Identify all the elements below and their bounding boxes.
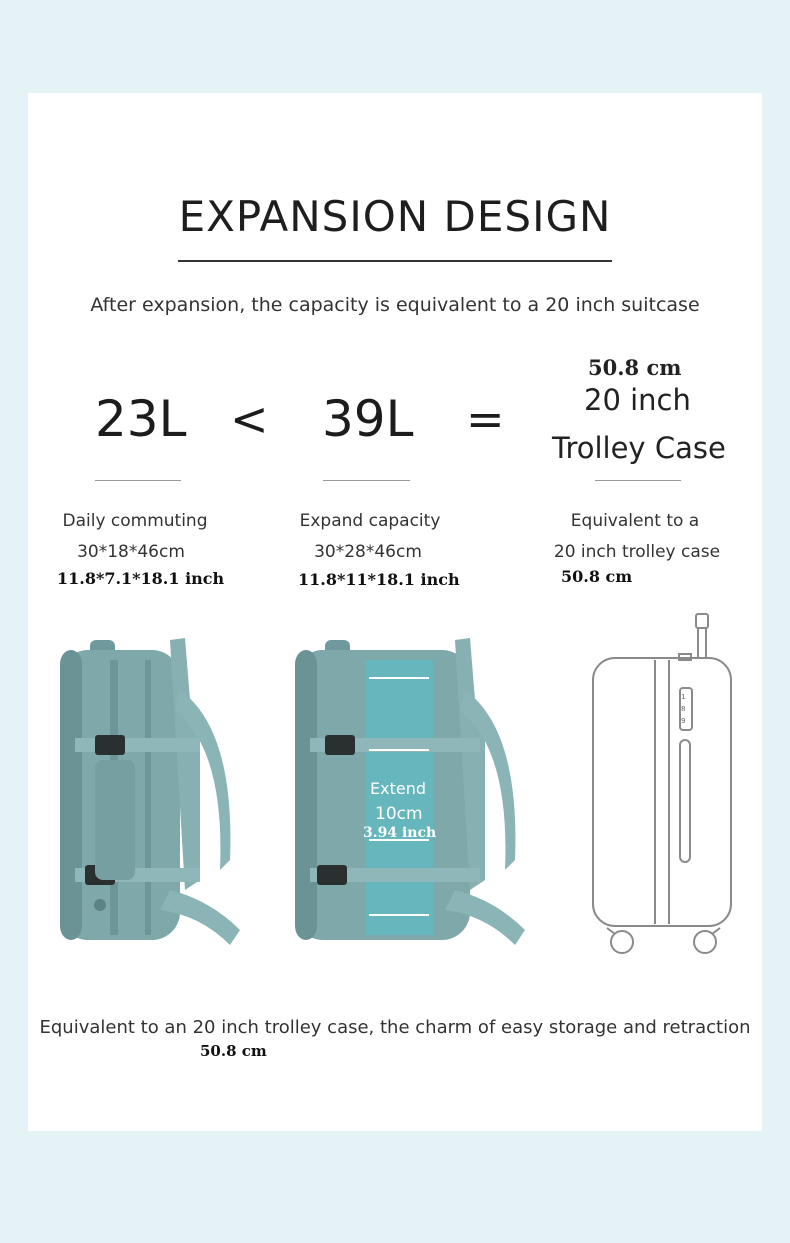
trolley-case-label: Trolley Case [552, 431, 726, 465]
col2-inches: 11.8*11*18.1 inch [298, 570, 460, 589]
col3-label: Equivalent to a [570, 511, 700, 531]
footer-cm: 50.8 cm [200, 1042, 267, 1060]
trolley-inch: 20 inch [584, 383, 691, 417]
col1-dims: 30*18*46cm [77, 542, 185, 562]
extend-cm: 10cm [375, 804, 423, 824]
volume-23l: 23L [95, 390, 187, 448]
footer-text: Equivalent to an 20 inch trolley case, the charm of easy storage and retraction [39, 1017, 751, 1038]
divider-trolley [595, 480, 681, 481]
equals-sign: = [466, 392, 505, 446]
trolley-cm: 50.8 cm [588, 355, 682, 380]
extend-inch: 3.94 inch [363, 825, 437, 841]
extend-word: Extend [370, 779, 426, 798]
col1-inches: 11.8*7.1*18.1 inch [57, 569, 225, 588]
col3-dims: 20 inch trolley case [553, 542, 721, 562]
title-underline [178, 260, 612, 262]
backpack-standard-image [50, 630, 250, 960]
col1-label: Daily commuting [62, 511, 208, 531]
lock-digit-1: 1 [681, 693, 686, 701]
page-subtitle: After expansion, the capacity is equivalent to a 20 inch suitcase [90, 294, 700, 316]
divider-23l [95, 480, 181, 481]
trolley-suitcase-image [585, 610, 745, 970]
page-title: EXPANSION DESIGN [178, 192, 612, 241]
less-than-sign: < [230, 392, 269, 446]
divider-39l [323, 480, 410, 481]
lock-digit-3: 9 [681, 717, 686, 725]
volume-39l: 39L [322, 390, 414, 448]
col2-dims: 30*28*46cm [314, 542, 422, 562]
lock-digit-2: 8 [681, 705, 686, 713]
col3-cm: 50.8 cm [561, 567, 633, 586]
col2-label: Expand capacity [299, 511, 441, 531]
